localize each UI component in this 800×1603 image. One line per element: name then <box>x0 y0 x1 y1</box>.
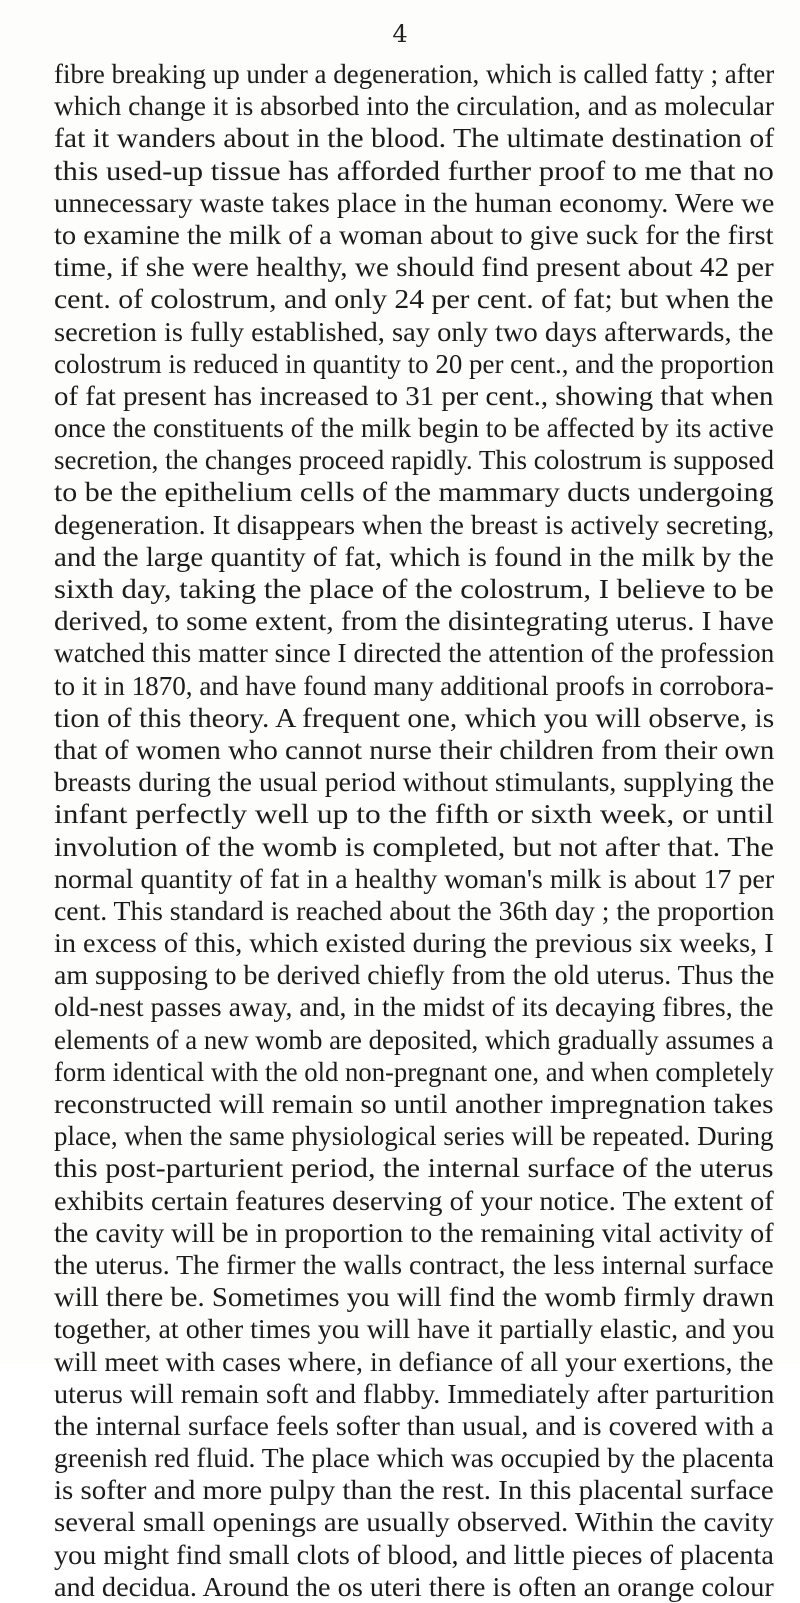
text-line: colostrum is reduced in quantity to 20 per cent., and the proportion <box>54 348 775 379</box>
text-line: reconstructed will remain so until another impregnation takes <box>54 1089 774 1119</box>
text-line: am supposing to be derived chiefly from the old uterus. Thus the <box>54 960 775 991</box>
text-line: this post-parturient period, the internal surface of the uterus <box>54 1153 774 1184</box>
text-line: tion of this theory. A frequent one, which you will observe, is <box>54 702 775 733</box>
text-line: greenish red fluid. The place which was occupied by the placenta <box>54 1443 774 1474</box>
text-line: several small openings are usually observed. Within the cavity <box>54 1507 774 1538</box>
page-number: 4 <box>392 20 408 48</box>
text-line: breasts during the usual period without stimulants, supplying the <box>54 767 775 798</box>
text-line: will meet with cases where, in defiance of all your exertions, the <box>54 1346 774 1377</box>
text-line: watched this matter since I directed the attention of the profession <box>54 638 775 669</box>
text-line: derived, to some extent, from the disintegrating uterus. I have <box>54 606 774 637</box>
text-line: cent. of colostrum, and only 24 per cent. of fat; but when the <box>54 284 774 315</box>
text-line: the cavity will be in proportion to the remaining vital activity of <box>54 1217 774 1248</box>
text-line: which change it is absorbed into the circulation, and as molecular <box>54 91 775 122</box>
text-line: normal quantity of fat in a healthy woman's milk is about 17 per <box>54 863 775 894</box>
text-line: you might find small clots of blood, and little pieces of placenta <box>54 1539 774 1570</box>
text-line: that of women who cannot nurse their children from their own <box>54 734 775 765</box>
text-line: exhibits certain features deserving of your notice. The extent of <box>54 1185 774 1216</box>
text-line: uterus will remain soft and flabby. Immediately after parturition <box>54 1378 775 1409</box>
text-line: infant perfectly well up to the fifth or sixth week, or until <box>54 799 774 830</box>
text-line: the uterus. The firmer the walls contract, the less internal surface <box>54 1249 774 1280</box>
text-line: involution of the womb is completed, but not after that. The <box>54 831 774 862</box>
text-line: degeneration. It disappears when the breast is actively secreting, <box>54 509 775 540</box>
text-line: will there be. Sometimes you will find the womb firmly drawn <box>54 1282 775 1313</box>
text-line: secretion, the changes proceed rapidly. This colostrum is supposed <box>54 445 775 476</box>
text-line: place, when the same physiological series will be repeated. During <box>54 1121 774 1152</box>
text-line: fat it wanders about in the blood. The ultimate destination of <box>54 123 775 154</box>
text-line: and decidua. Around the os uteri there is often an orange colour <box>54 1571 774 1602</box>
text-line: fibre breaking up under a degeneration, which is called fatty ; after <box>54 59 775 89</box>
text-line: to be the epithelium cells of the mammary ducts undergoing <box>54 477 774 508</box>
text-line: to examine the milk of a woman about to give suck for the first <box>54 219 774 250</box>
text-line: the internal surface feels softer than usual, and is covered with a <box>54 1410 774 1441</box>
text-line: this used-up tissue has afforded further proof to me that no <box>54 155 774 186</box>
body-text <box>54 58 774 1603</box>
text-line: form identical with the old non-pregnant one, and when completely <box>54 1056 774 1087</box>
text-line: to it in 1870, and have found many additional proofs in corrobora- <box>54 670 774 701</box>
text-line: in excess of this, which existed during the previous six weeks, I <box>54 928 774 959</box>
text-line: once the constituents of the milk begin to be affected by its active <box>54 413 774 444</box>
text-line: old-nest passes away, and, in the midst of its decaying fibres, the <box>54 992 774 1023</box>
text-line: time, if she were healthy, we should find present about 42 per <box>54 252 774 283</box>
text-line: cent. This standard is reached about the 36th day ; the proportion <box>54 895 775 926</box>
text-line: of fat present has increased to 31 per cent., showing that when <box>54 380 774 411</box>
text-line: elements of a new womb are deposited, which gradually assumes a <box>54 1024 774 1055</box>
text-line: together, at other times you will have it partially elastic, and you <box>54 1314 775 1345</box>
text-line: unnecessary waste takes place in the human economy. Were we <box>54 187 775 218</box>
text-line: secretion is fully established, say only two days afterwards, the <box>54 316 774 347</box>
text-line: and the large quantity of fat, which is found in the milk by the <box>54 541 774 572</box>
text-line: sixth day, taking the place of the colostrum, I believe to be <box>54 574 774 604</box>
text-line: is softer and more pulpy than the rest. In this placental surface <box>54 1475 774 1506</box>
